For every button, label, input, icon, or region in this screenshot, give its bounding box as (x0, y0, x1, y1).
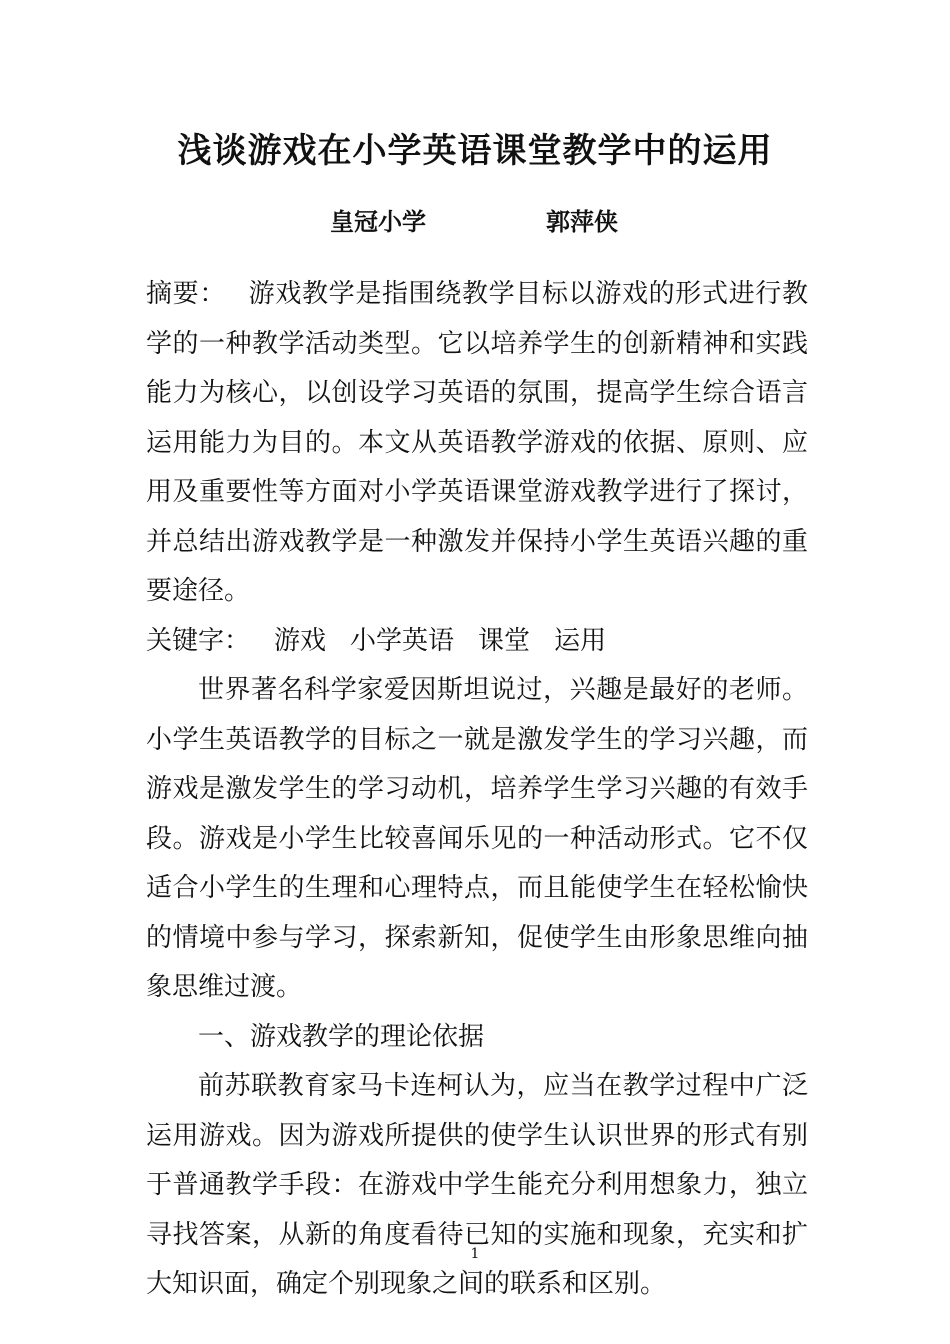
keyword-item: 运用 (554, 625, 607, 656)
abstract-paragraph (146, 270, 808, 617)
body-paragraph: 前苏联教育家马卡连柯认为，应当在教学过程中广泛运用游戏。因为游戏所提供的使学生认识世界的形式有别于普通教学手段：在游戏中学生能充分利用想象力，独立寻找答案，从新的角度看待已知的实施和现象，充实和扩大知识面，确定个别现象之间的联系和区别。 (146, 1071, 808, 1299)
page-number: 1 (470, 1246, 480, 1262)
keyword-item: 小学英语 (350, 625, 455, 656)
abstract-text: 游戏教学是指围绕教学目标以游戏的形式进行教学的一种教学活动类型。它以培养学生的创新精神和实践能力为核心，以创设学习英语的氛围，提高学生综合语言运用能力为目的。本文从英语教学游戏的依据、原则、应用及重要性等方面对小学英语课堂游戏教学进行了探讨，并总结出游戏教学是一种激发并保持小学生英语兴趣的重要途径。 (146, 279, 808, 606)
document-title: 浅谈游戏在小学英语课堂教学中的运用 (177, 131, 773, 171)
author-name: 郭萍侠 (546, 207, 618, 236)
document-body (146, 270, 808, 1310)
keywords-line (146, 617, 808, 667)
abstract-label: 摘要： (146, 279, 226, 309)
section-heading: 一、游戏教学的理论依据 (198, 1021, 485, 1052)
author-school: 皇冠小学 (330, 207, 426, 236)
keyword-item: 游戏 (274, 625, 327, 656)
keyword-item: 课堂 (478, 625, 531, 656)
keywords-label: 关键字： (146, 625, 251, 656)
body-paragraph: 世界著名科学家爱因斯坦说过，兴趣是最好的老师。小学生英语教学的目标之一就是激发学生的学习兴趣，而游戏是激发学生的学习动机，培养学生学习兴趣的有效手段。游戏是小学生比较喜闻乐见的一种活动形式。它不仅适合小学生的生理和心理特点，而且能使学生在轻松愉快的情境中参与学习，探索新知，促使学生由形象思维向抽象思维过渡。 (146, 675, 808, 1002)
